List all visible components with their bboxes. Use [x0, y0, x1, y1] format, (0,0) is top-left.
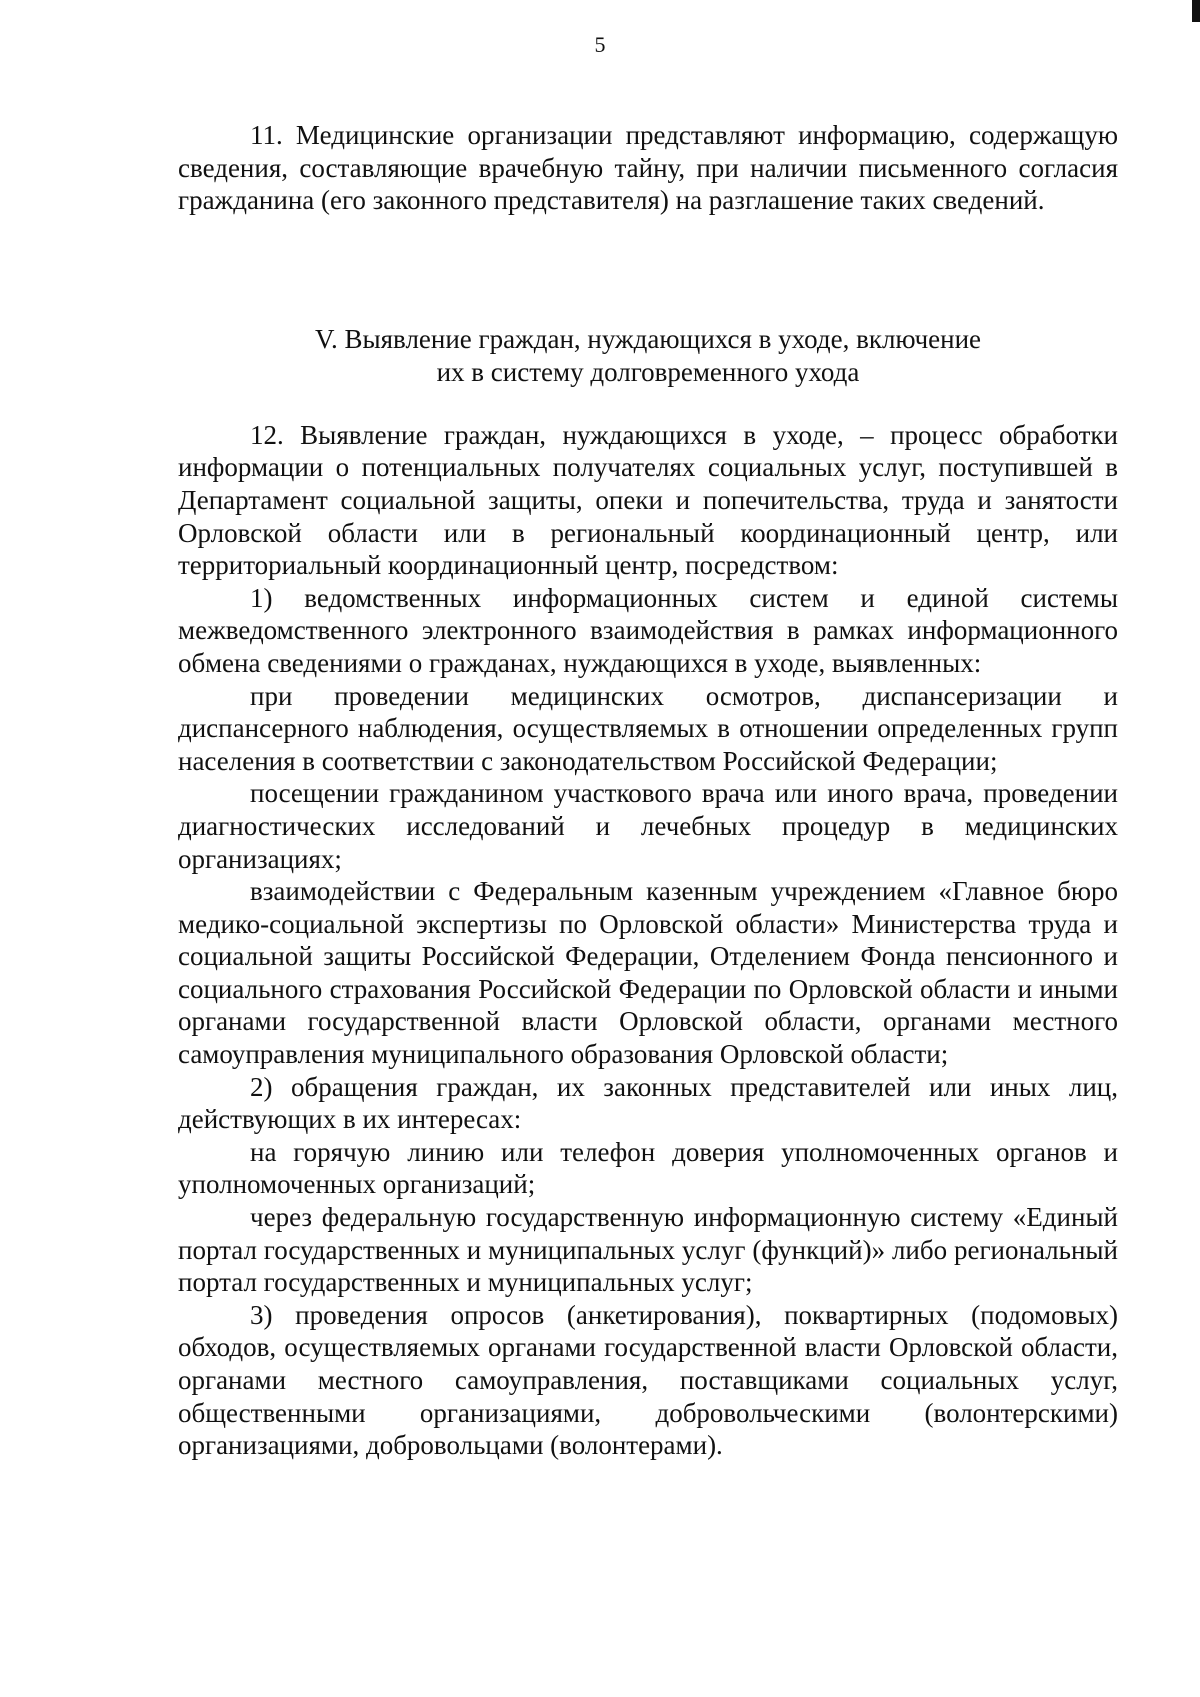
section-heading — [178, 323, 1118, 389]
list-item-2: 2) обращения граждан, их законных представителей или иных лиц, действующих в их интересах: — [178, 1071, 1118, 1135]
list-item-1-subitem-medical-exams: при проведении медицинских осмотров, диспансеризации и диспансерного наблюдения, осуществляемых в отношении определенных групп населения в соответствии с законодательством Российской Федерации; — [178, 680, 1118, 776]
page-number: 5 — [594, 32, 606, 57]
list-item-1: 1) ведомственных информационных систем и единой системы межведомственного электронного взаимодействия в рамках информационного обмена сведениями о гражданах, нуждающихся в уходе, выявленных: — [178, 582, 1118, 678]
list-item-1-subitem-doctor-visits: посещении гражданином участкового врача или иного врача, проведении диагностических исследований и лечебных процедур в медицинских организациях; — [178, 778, 1118, 874]
paragraph-11: 11. Медицинские организации представляют информацию, содержащую сведения, составляющие врачебную тайну, при наличии письменного согласия гражданина (его законного представителя) на разглашение таких сведений. — [178, 120, 1118, 216]
list-item-2-subitem-hotline: на горячую линию или телефон доверия уполномоченных органов и уполномоченных организаций; — [178, 1136, 1118, 1200]
section-heading-line-1: V. Выявление граждан, нуждающихся в уходе, включение — [314, 323, 982, 354]
list-item-1-subitem-interaction: взаимодействии с Федеральным казенным учреждением «Главное бюро медико-социальной экспертизы по Орловской области» Министерства труда и социальной защиты Российской Федерации, Отделением Фонда пенсионного и социального страхования Российской Федерации по Орловской области и иными органами государственной власти Орловской области, органами местного самоуправления муниципального образования Орловской области; — [178, 876, 1118, 1070]
paragraph-12: 12. Выявление граждан, нуждающихся в уходе, – процесс обработки информации о потенциальных получателях социальных услуг, поступившей в Департамент социальной защиты, опеки и попечительства, труда и занятости Орловской области или в региональный координационный центр, или территориальный координационный центр, посредством: — [178, 419, 1118, 581]
list-item-2-subitem-portal: через федеральную государственную информационную систему «Единый портал государственных и муниципальных услуг (функций)» либо региональный портал государственных и муниципальных услуг; — [178, 1202, 1118, 1298]
document-body — [178, 119, 1118, 1462]
list-item-3: 3) проведения опросов (анкетирования), поквартирных (подомовых) обходов, осуществляемых органами государственной власти Орловской области, органами местного самоуправления, поставщиками социальных услуг, общественными организациями, добровольческими (волонтерскими) организациями, добровольцами (волонтерами). — [178, 1299, 1118, 1461]
scan-corner-mark — [1192, 0, 1200, 22]
section-heading-line-2: их в систему долговременного ухода — [436, 356, 860, 387]
